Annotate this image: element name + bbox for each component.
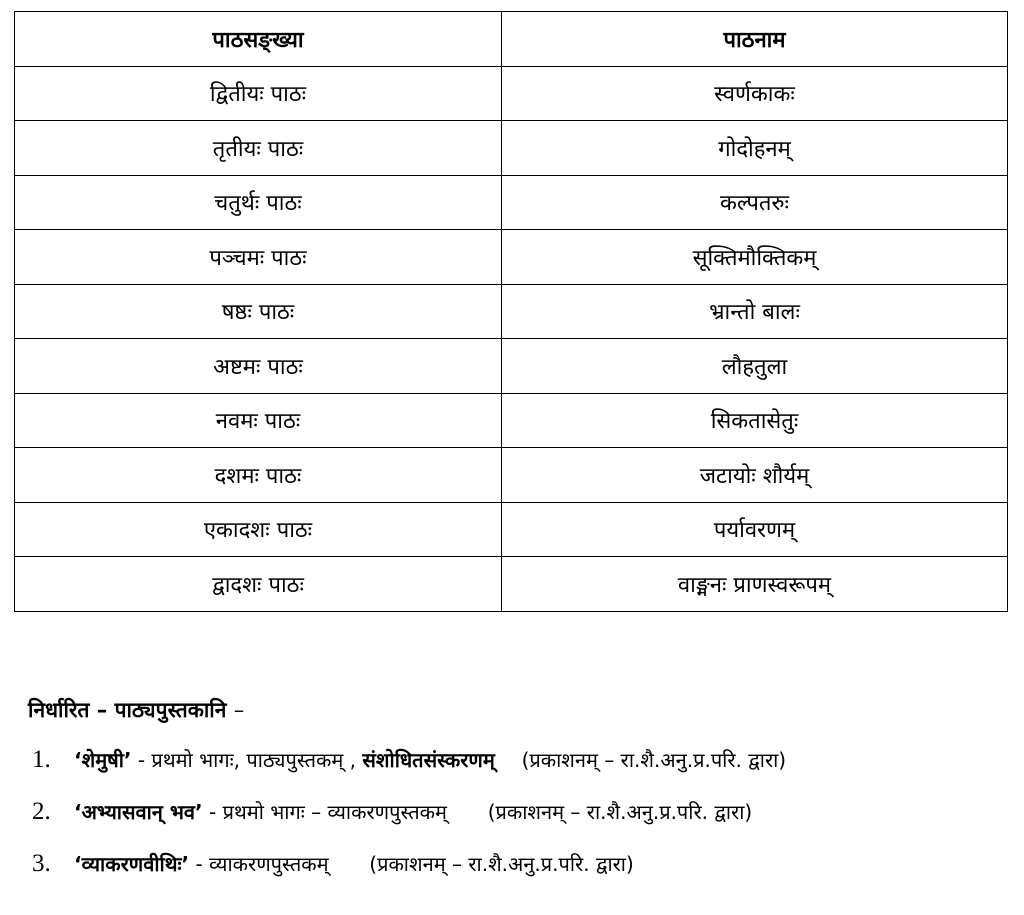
book-edition: संशोधितसंस्करणम् xyxy=(362,748,495,772)
lesson-number-cell: नवमः पाठः xyxy=(15,393,502,448)
lesson-number-cell: द्वितीयः पाठः xyxy=(15,66,502,121)
table-row xyxy=(15,66,1008,121)
section-title-text: निर्धारित – पाठ्यपुस्तकानि xyxy=(28,698,227,722)
prescribed-textbooks-section xyxy=(28,693,1008,899)
book-description: - व्याकरणपुस्तकम् xyxy=(195,852,329,876)
book-title: ‘अभ्यासवान् भव’ xyxy=(74,800,203,824)
table-row xyxy=(15,339,1008,394)
section-title-suffix: – xyxy=(233,698,245,722)
header-lesson-name: पाठनाम xyxy=(502,12,1008,67)
list-item xyxy=(28,795,1008,829)
table-header-row xyxy=(15,12,1008,67)
book-publisher: (प्रकाशनम् – रा.शै.अनु.प्र.परि. द्वारा) xyxy=(369,852,634,876)
list-item xyxy=(28,743,1008,777)
book-title: ‘व्याकरणवीथिः’ xyxy=(74,852,190,876)
list-item xyxy=(28,847,1008,881)
lesson-number-cell: षष्ठः पाठः xyxy=(15,284,502,339)
textbook-list xyxy=(28,743,1008,881)
table-row xyxy=(15,393,1008,448)
lesson-name-cell: कल्पतरुः xyxy=(502,175,1008,230)
lesson-name-cell: वाङ्मनः प्राणस्वरूपम् xyxy=(502,557,1008,612)
item-number: 3. xyxy=(32,850,51,877)
lesson-name-cell: जटायोः शौर्यम् xyxy=(502,448,1008,503)
table-row xyxy=(15,448,1008,503)
lesson-name-cell: गोदोहनम् xyxy=(502,121,1008,176)
book-description: - प्रथमो भागः – व्याकरणपुस्तकम् xyxy=(209,800,447,824)
table-row xyxy=(15,557,1008,612)
book-publisher: (प्रकाशनम् – रा.शै.अनु.प्र.परि. द्वारा) xyxy=(521,748,787,772)
lesson-number-cell: एकादशः पाठः xyxy=(15,502,502,557)
book-title: ‘शेमुषी’ xyxy=(74,748,132,772)
table-row xyxy=(15,230,1008,285)
section-title xyxy=(28,693,1008,727)
lesson-name-cell: स्वर्णकाकः xyxy=(502,66,1008,121)
table-row xyxy=(15,121,1008,176)
table-row xyxy=(15,284,1008,339)
lesson-number-cell: चतुर्थः पाठः xyxy=(15,175,502,230)
lesson-name-cell: सूक्तिमौक्तिकम् xyxy=(502,230,1008,285)
item-number: 1. xyxy=(32,746,51,773)
lesson-name-cell: लौहतुला xyxy=(502,339,1008,394)
header-lesson-number: पाठसङ्ख्या xyxy=(15,12,502,67)
book-description: - प्रथमो भागः, पाठ्यपुस्तकम् , xyxy=(137,748,357,772)
table-row xyxy=(15,175,1008,230)
lesson-number-cell: अष्टमः पाठः xyxy=(15,339,502,394)
lesson-number-cell: तृतीयः पाठः xyxy=(15,121,502,176)
lesson-table xyxy=(14,11,1008,612)
lesson-number-cell: दशमः पाठः xyxy=(15,448,502,503)
table-row xyxy=(15,502,1008,557)
lesson-number-cell: द्वादशः पाठः xyxy=(15,557,502,612)
lesson-name-cell: भ्रान्तो बालः xyxy=(502,284,1008,339)
lesson-name-cell: सिकतासेतुः xyxy=(502,393,1008,448)
lesson-name-cell: पर्यावरणम् xyxy=(502,502,1008,557)
book-publisher: (प्रकाशनम् – रा.शै.अनु.प्र.परि. द्वारा) xyxy=(487,800,753,824)
item-number: 2. xyxy=(32,798,51,825)
lesson-number-cell: पञ्चमः पाठः xyxy=(15,230,502,285)
